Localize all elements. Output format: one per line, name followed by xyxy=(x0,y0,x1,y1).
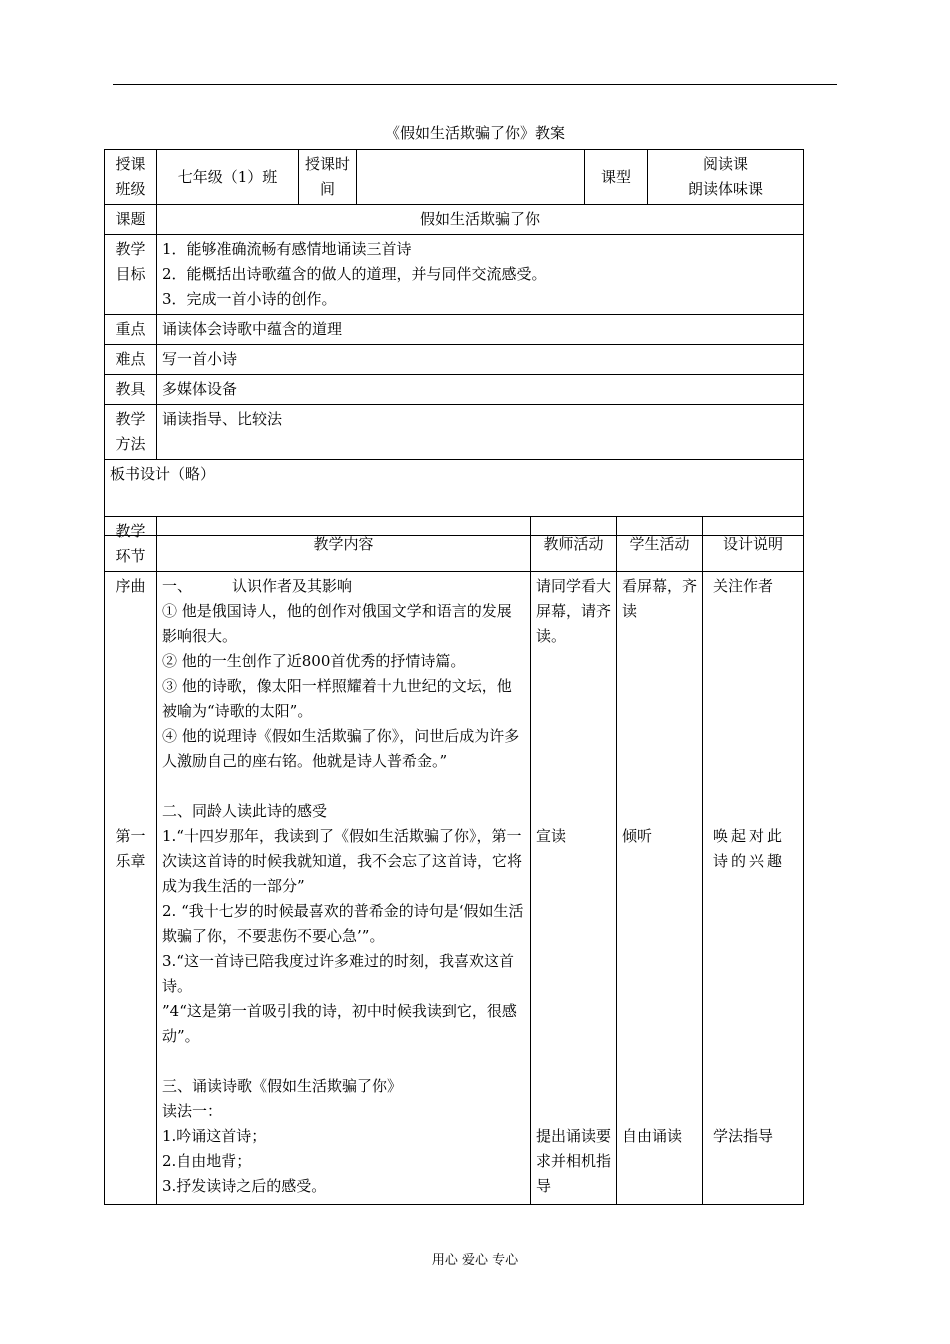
type-value xyxy=(648,150,804,205)
teaching-process-table xyxy=(104,516,804,1205)
content-paragraph: ③ 他的诗歌，像太阳一样照耀着十九世纪的文坛，他被喻为“诗歌的太阳”。 xyxy=(162,677,512,720)
topic-label: 课题 xyxy=(105,205,157,235)
content-paragraph: 3.“这一首诗已陪我度过许多难过的时刻，我喜欢这首诗。 xyxy=(162,952,514,995)
section-1-heading: 一、 认识作者及其影响 xyxy=(162,577,353,595)
content-cell xyxy=(157,572,531,1205)
key-point-label: 重点 xyxy=(105,315,157,345)
design-note: 关注作者 xyxy=(713,577,774,595)
content-paragraph: 2.自由地背； xyxy=(162,1152,252,1170)
content-paragraph: ”4“这是第一首吸引我的诗，初中时候我读到它，很感动”。 xyxy=(162,1002,517,1045)
content-paragraph: 2. “我十七岁的时候最喜欢的普希金的诗句是‘假如生活欺骗了你，不要悲伤不要心急’”。 xyxy=(162,902,524,945)
design-cell xyxy=(703,572,804,1205)
section-2-heading: 二、同龄人读此诗的感受 xyxy=(162,802,328,820)
content-paragraph: 3.抒发读诗之后的感受。 xyxy=(162,1177,327,1195)
method-label: 教学方法 xyxy=(105,405,157,460)
type-value-2: 朗读体味课 xyxy=(687,180,763,198)
content-header: 教学内容 xyxy=(157,517,531,572)
time-value xyxy=(357,150,585,205)
student-activity: 倾听 xyxy=(622,827,653,845)
design-note: 学法指导 xyxy=(713,1127,774,1145)
tools-label: 教具 xyxy=(105,375,157,405)
content-paragraph: ② 他的一生创作了近800首优秀的抒情诗篇。 xyxy=(162,652,466,670)
student-header: 学生活动 xyxy=(617,517,703,572)
stage-prelude: 序曲 xyxy=(115,577,146,595)
stage-cell xyxy=(105,572,157,1205)
teacher-activity: 请同学看大屏幕，请齐读。 xyxy=(536,577,612,645)
section-3-heading: 三、诵读诗歌《假如生活欺骗了你》 xyxy=(162,1077,403,1095)
teacher-cell xyxy=(531,572,617,1205)
method-value: 诵读指导、比较法 xyxy=(157,405,804,460)
teacher-activity: 提出诵读要求并相机指导 xyxy=(536,1127,612,1195)
class-value: 七年级（1）班 xyxy=(157,150,299,205)
stage-first-movement: 第一乐章 xyxy=(115,827,146,870)
goal-item: 3．完成一首小诗的创作。 xyxy=(162,290,337,308)
key-point-value: 诵读体会诗歌中蕴含的道理 xyxy=(157,315,804,345)
content-paragraph: ④ 他的说理诗《假如生活欺骗了你》，问世后成为许多人激励自己的座右铭。他就是诗人普希金。” xyxy=(162,727,520,770)
content-paragraph: ① 他是俄国诗人，他的创作对俄国文学和语言的发展影响很大。 xyxy=(162,602,512,645)
page-footer: 用心 爱心 专心 xyxy=(431,1253,519,1268)
difficulty-label: 难点 xyxy=(105,345,157,375)
goal-item: 1．能够准确流畅有感情地诵读三首诗 xyxy=(162,240,412,258)
topic-value: 假如生活欺骗了你 xyxy=(157,205,804,235)
content-paragraph: 1.吟诵这首诗； xyxy=(162,1127,267,1145)
difficulty-value: 写一首小诗 xyxy=(157,345,804,375)
goal-item: 2．能概括出诗歌蕴含的做人的道理，并与同伴交流感受。 xyxy=(162,265,547,283)
stage-header: 教学环节 xyxy=(105,517,157,572)
student-activity: 自由诵读 xyxy=(622,1127,683,1145)
type-label: 课型 xyxy=(585,150,648,205)
goals-label: 教学目标 xyxy=(105,235,157,315)
board-design: 板书设计（略） xyxy=(105,460,804,536)
content-subheading: 读法一： xyxy=(162,1102,223,1120)
type-value-1: 阅读课 xyxy=(702,155,748,173)
time-label: 授课时间 xyxy=(299,150,357,205)
tools-value: 多媒体设备 xyxy=(157,375,804,405)
goals-list xyxy=(157,235,804,315)
header-rule xyxy=(113,84,837,85)
student-cell xyxy=(617,572,703,1205)
lesson-info-table xyxy=(104,149,804,536)
class-label: 授课班级 xyxy=(105,150,157,205)
content-paragraph: 1.“十四岁那年，我读到了《假如生活欺骗了你》，第一次读这首诗的时候我就知道，我不会忘了这首诗，它将成为我生活的一部分” xyxy=(162,827,523,895)
design-note: 唤起对此诗的兴趣 xyxy=(713,827,786,870)
design-header: 设计说明 xyxy=(703,517,804,572)
page-title: 《假如生活欺骗了你》教案 xyxy=(384,124,565,142)
student-activity: 看屏幕，齐读 xyxy=(622,577,698,620)
teacher-header: 教师活动 xyxy=(531,517,617,572)
teacher-activity: 宣读 xyxy=(536,827,567,845)
